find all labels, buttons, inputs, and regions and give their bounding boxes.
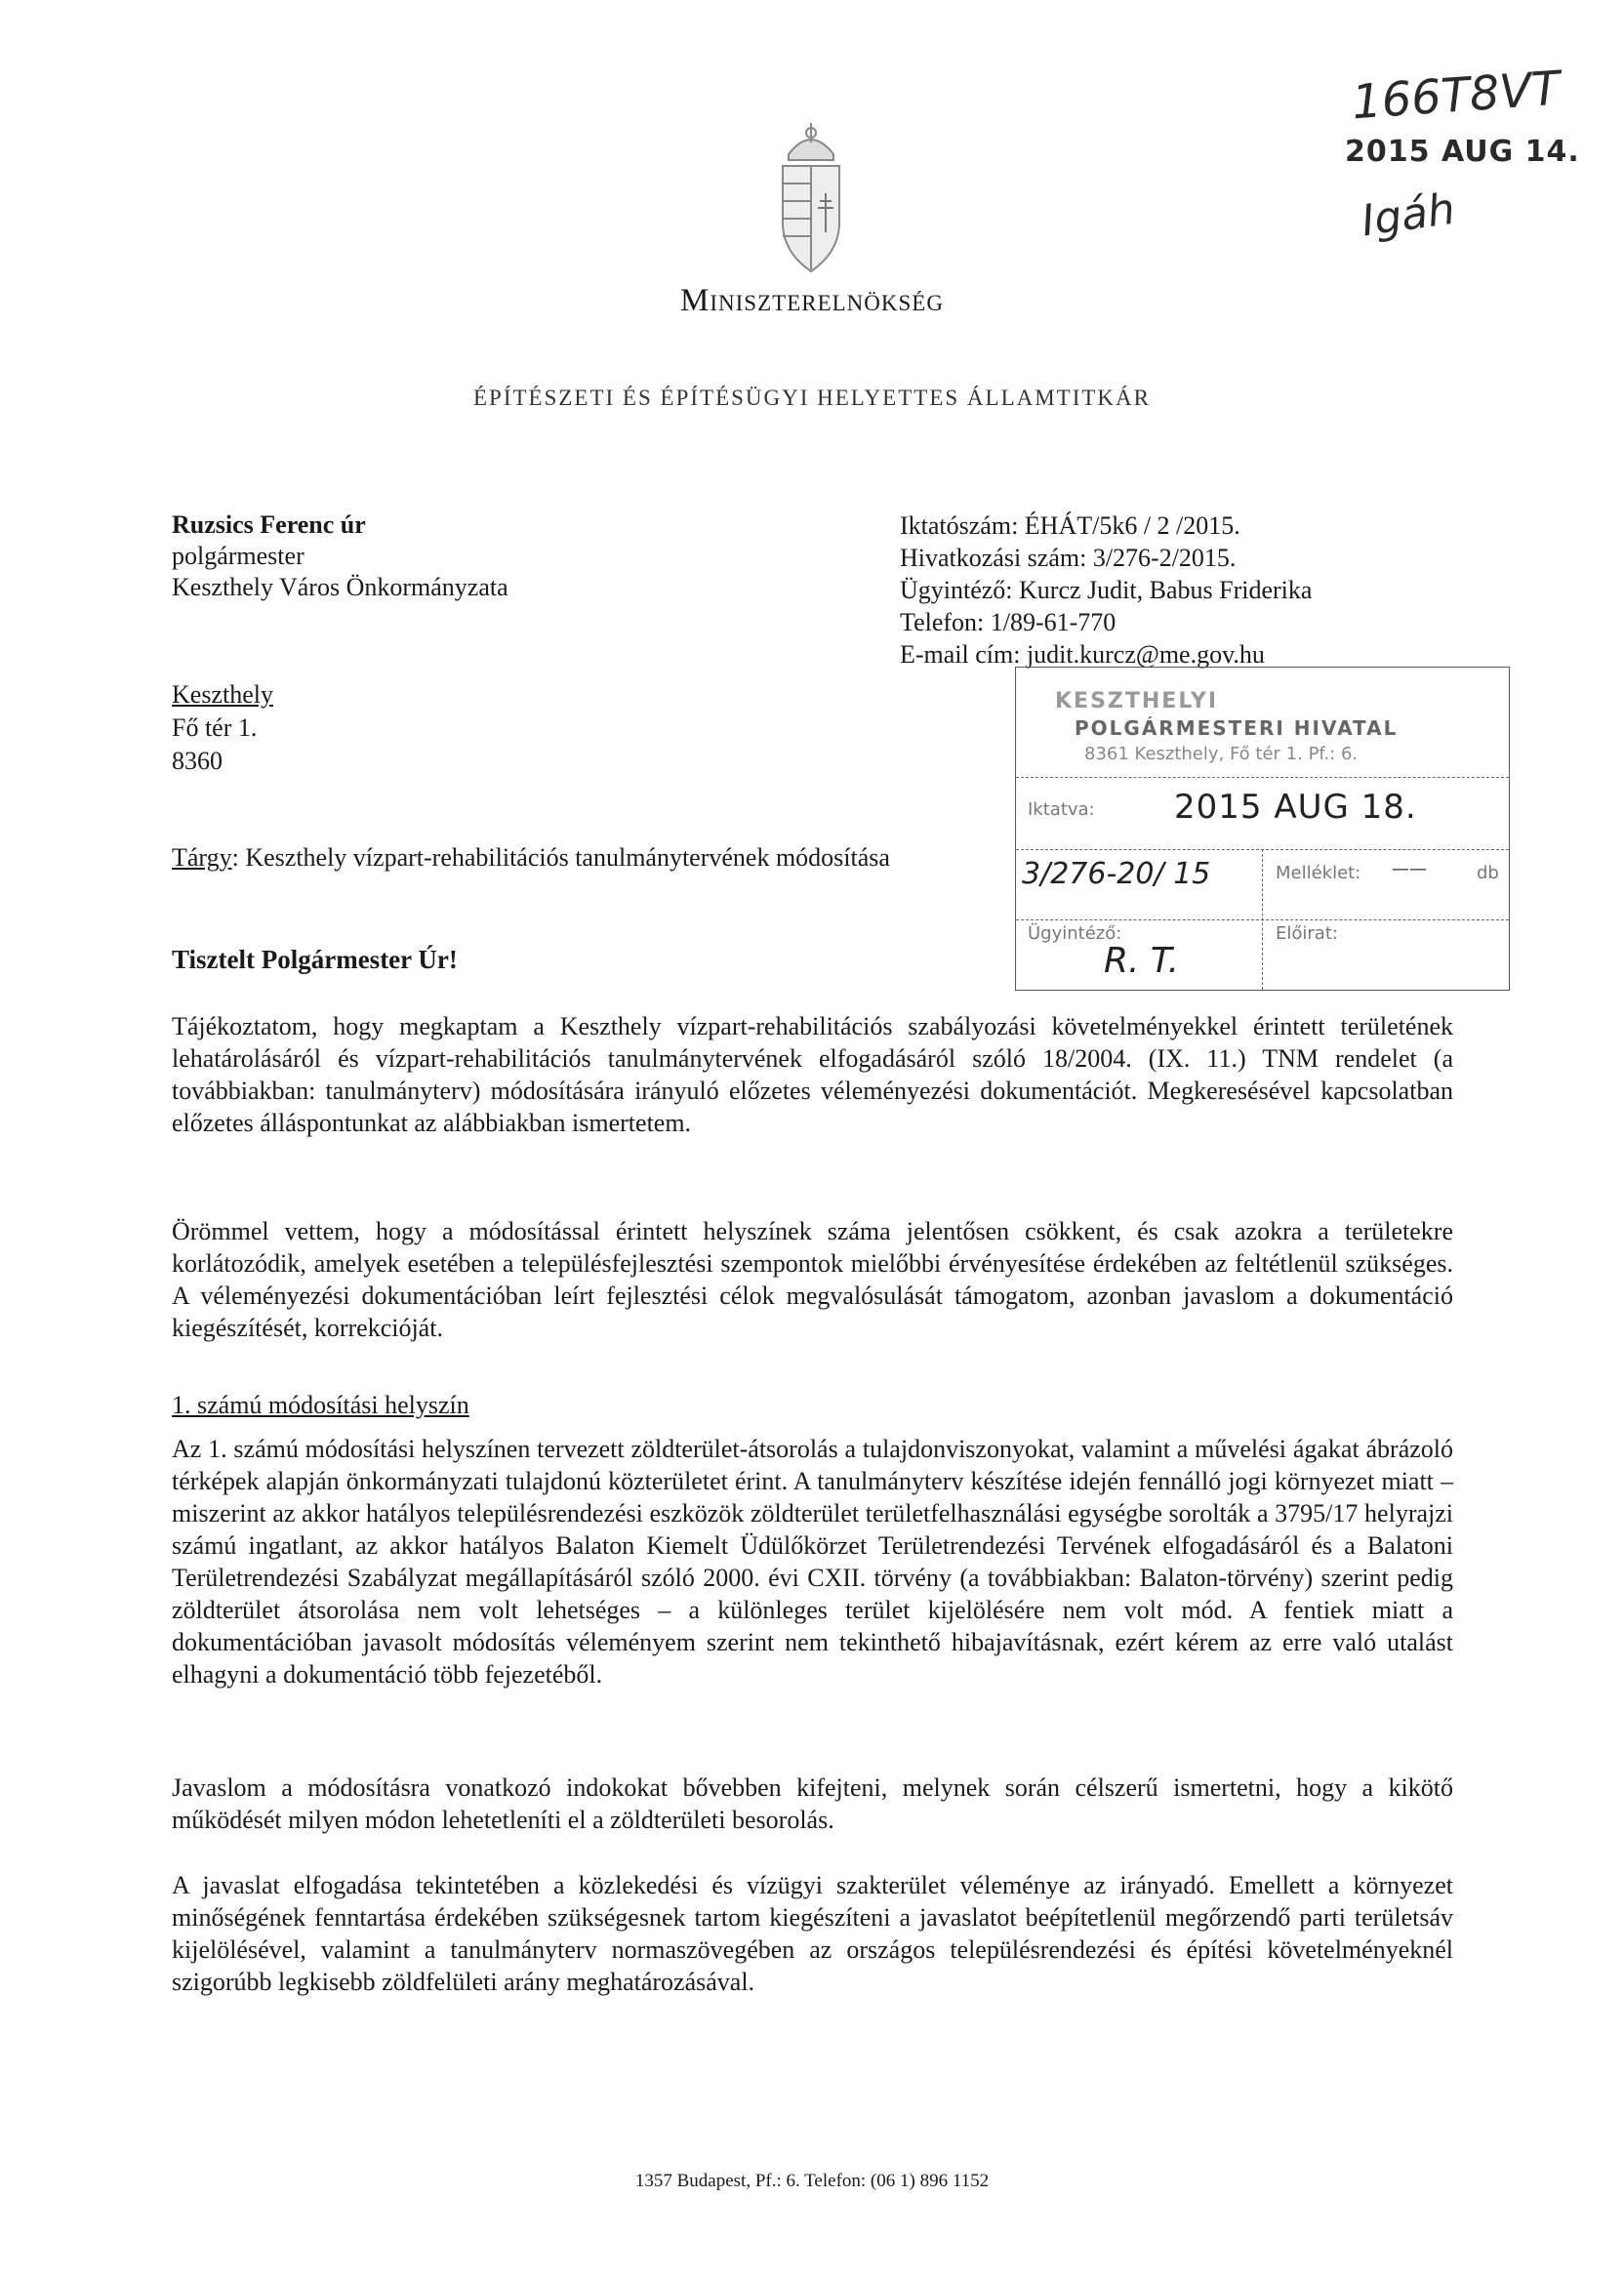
stamp-melleklet-unit: db [1477, 863, 1499, 883]
department-subtitle: ÉPÍTÉSZETI ÉS ÉPÍTÉSÜGYI HELYETTES ÁLLAMTITKÁR [472, 386, 1151, 410]
ministry-name: Miniszterelnökség [680, 283, 944, 318]
stamp-office: POLGÁRMESTERI HIVATAL [1075, 716, 1399, 740]
addressee-street: Fő tér 1. [172, 713, 258, 742]
stamp-iktatva-date: 2015 AUG 18. [1174, 788, 1417, 827]
body-paragraph-1: Tájékoztatom, hogy megkaptam a Keszthely vízpart-rehabilitációs szabályozási követelményekkel érintett területének lehatárolásáról és vízpart-rehabilitációs tanulmánytervének elfogadásáról szóló 18/2004. (IX. 11.) TNM rendelet (a továbbiakban: tanulmányterv) módosítására irányuló előzetes véleményezési dokumentációt. Megkeresésével kapcsolatban előzetes álláspontunkat az alábbiakban ismertetem. [172, 1012, 1453, 1137]
body-paragraph-2: Örömmel vettem, hogy a módosítással érintett helyszínek száma jelentősen csökkent, és csak azokra a területekre korlátozódik, amelyek esetében a településfejlesztési szempontok mielőbbi érvényesítése érdekében az feltétlenül szükséges. A véleményezési dokumentációban leírt fejlesztési célok megvalósulását támogatom, azonban javaslom a dokumentáció kiegészítését, korrekcióját. [172, 1217, 1453, 1342]
stamp-iktatva-label: Iktatva: [1028, 799, 1095, 820]
subject-line [172, 843, 890, 873]
stamp-ugyintezo-value: R. T. [1104, 941, 1180, 981]
coat-of-arms-icon [769, 115, 853, 279]
addressee-name: Ruzsics Ferenc úr [172, 510, 366, 539]
subject-text: : Keszthely vízpart-rehabilitációs tanulmánytervének módosítása [231, 843, 890, 872]
reference-email: E-mail cím: judit.kurcz@me.gov.hu [900, 640, 1265, 669]
stamp-melleklet-value: —— [1392, 859, 1427, 879]
handwritten-signature: Igáh [1358, 183, 1458, 247]
section-paragraph-2: Javaslom a módosításra vonatkozó indokokat bővebben kifejteni, melynek során célszerű ismertetni, hogy a kikötő működését milyen módon lehetetleníti el a zöldterületi besorolás. [172, 1773, 1453, 1834]
stamp-melleklet-label: Melléklet: [1276, 863, 1361, 883]
addressee-block [172, 509, 508, 603]
stamp-title: KESZTHELYI [1055, 689, 1219, 713]
reference-block [900, 509, 1312, 671]
reference-iktatoszam: Iktatószám: ÉHÁT/5k6 / 2 /2015. [900, 511, 1240, 540]
stamp-eloirat-label: Előirat: [1276, 923, 1338, 944]
received-date-stamp: 2015 AUG 14. [1345, 135, 1580, 169]
addressee-city: Keszthely [172, 680, 273, 709]
addressee-title: polgármester [172, 542, 304, 570]
reference-ugyintezo: Ügyintéző: Kurcz Judit, Babus Friderika [900, 576, 1313, 604]
stamp-file-number: 3/276-20/ 15 [1022, 857, 1211, 891]
section-paragraph-1: Az 1. számú módosítási helyszínen tervezett zöldterület-átsorolás a tulajdonviszonyokat, valamint a művelési ágakat ábrázoló térképek alapján önkormányzati tulajdonú közterületet érint. A tanulmányterv készítése idején fennálló jogi környezet miatt – miszerint az akkor hatályos településrendezési eszközök zöldterület területfelhasználási egységbe sorolták a 3795/17 helyrajzi számú ingatlant, az akkor hatályos Balaton Kiemelt Üdülőkörzet Területrendezési Tervének elfogadásáról és a Balatoni Területrendezési Szabályzat megállapításáról szóló 2000. évi CXII. törvény (a továbbiakban: Balaton-törvény) szerint pedig zöldterület átsorolása nem volt lehetséges – a különleges terület kijelölésére nem volt mód. A fentiek miatt a dokumentációban javasolt módosítás véleményem szerint nem tekinthető hibajavításnak, ezért kérem az erre való utalást elhagyni a dokumentáció több fejezetéből. [172, 1435, 1453, 1689]
addressee-address [172, 678, 273, 778]
greeting: Tisztelt Polgármester Úr! [172, 945, 458, 974]
stamp-address: 8361 Keszthely, Fő tér 1. Pf.: 6. [1084, 744, 1359, 764]
reference-hivatkozasi: Hivatkozási szám: 3/276-2/2015. [900, 544, 1237, 572]
reference-telefon: Telefon: 1/89-61-770 [900, 608, 1116, 636]
handwritten-registration-number: 166T8VT [1350, 61, 1563, 131]
stamp-ugyintezo-label: Ügyintéző: [1028, 923, 1122, 944]
registration-stamp [1015, 667, 1510, 991]
subject-label: Tárgy [172, 843, 232, 872]
section-title: 1. számú módosítási helyszín [172, 1391, 469, 1419]
addressee-office: Keszthely Város Önkormányzata [172, 573, 508, 601]
section-paragraph-3: A javaslat elfogadása tekintetében a közlekedési és vízügyi szakterület véleménye az irányadó. Emellett a környezet minőségének fenntartása érdekében szükségesnek tartom kiegészíteni a javaslatot beépítetlenül megőrzendő parti területsáv kijelölésével, valamint a tanulmányterv normaszövegében az országos településrendezési és építési követelményeknél szigorúbb legkisebb zöldfelületi arány meghatározásával. [172, 1871, 1453, 1996]
addressee-postcode: 8360 [172, 747, 223, 775]
footer-address: 1357 Budapest, Pf.: 6. Telefon: (06 1) 896 1152 [634, 2171, 990, 2191]
